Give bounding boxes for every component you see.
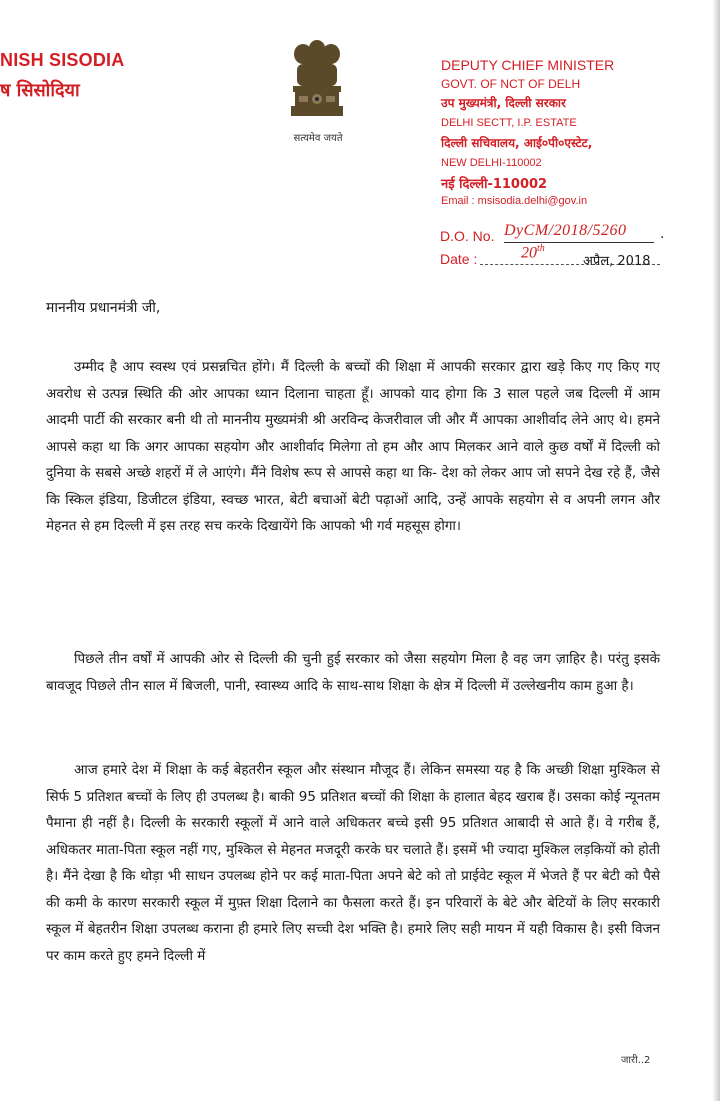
national-emblem-icon (283, 38, 351, 128)
do-number-value: DyCM/2018/5260 (504, 222, 654, 243)
date-day-suffix: th (537, 243, 545, 254)
secretariat-address-hindi: दिल्ली सचिवालय, आई०पी०एस्टेट, (441, 136, 593, 150)
date-day (521, 243, 545, 262)
do-number-dot: . (660, 226, 665, 242)
emblem-motto: सत्यमेव जयते (293, 133, 343, 144)
secretariat-address: DELHI SECTT, I.P. ESTATE (441, 117, 577, 129)
salutation: माननीय प्रधानमंत्री जी, (46, 300, 161, 316)
date-month-year: अप्रैल, 2018 (583, 254, 651, 269)
do-number-label: D.O. No. (440, 228, 495, 244)
paragraph: पिछले तीन वर्षों में आपकी ओर से दिल्ली की चुनी हुई सरकार को जैसा सहयोग मिला है वह जग ज़ाहिर है। परंतु इसके बावजूद पिछले तीन साल में बिजली, पानी, स्वास्थ्य आदि के साथ-साथ शिक्षा के क्षेत्र में दिल्ली में उल्लेखनीय काम हुआ है। (46, 651, 660, 694)
city-address-hindi: नई दिल्ली-110002 (441, 177, 548, 192)
sender-name-english: NISH SISODIA (0, 50, 125, 70)
city-address: NEW DELHI-110002 (441, 157, 542, 169)
date-label: Date : (440, 251, 478, 267)
designation-hindi: उप मुख्यमंत्री, दिल्ली सरकार (441, 96, 566, 110)
sender-name-hindi: ष सिसोदिया (0, 80, 80, 101)
designation: DEPUTY CHIEF MINISTER (441, 57, 615, 73)
email-address: Email : msisodia.delhi@gov.in (441, 195, 588, 207)
government: GOVT. OF NCT OF DELH (441, 77, 581, 91)
paragraph: आज हमारे देश में शिक्षा के कई बेहतरीन स्कूल और संस्थान मौजूद हैं। लेकिन समस्या यह है कि अच्छी शिक्षा मुश्किल से सिर्फ 5 प्रतिशत बच्चों के लिए ही उपलब्ध है। बाकी 95 प्रतिशत बच्चों की शिक्षा के हालात बेहद खराब हैं। उसका कोई न्यूनतम पैमाना ही नहीं है। दिल्ली के सरकारी स्कूलों में आने वाले अधिकतर बच्चे इसी 95 प्रतिशत आबादी से आते हैं। वे गरीब हैं, अधिकतर माता-पिता स्कूल नहीं गए, मुश्किल से मेहनत मजदूरी करके घर चलाते हैं। इसमें भी ज्यादा मुश्किल लड़कियों को होती है। मैंने देखा है कि थोड़ा भी साधन उपलब्ध होने पर कई माता-पिता अपने बेटे को तो प्राईवेट स्कूल में भेजते हैं पर बेटी को पैसे की कमी के कारण सरकारी स्कूल में मुफ़्त शिक्षा दिलाने का फैसला करते हैं। इन परिवारों के बेटे और बेटियों के लिए सरकारी स्कूल में बेहतरीन शिक्षा उपलब्ध कराना ही हमारे लिए सच्ची देश भक्ति है। हमारे लिए सही मायन में यही विकास है। इसी विजन पर काम करते हुए हमने दिल्ली में (46, 762, 660, 964)
paragraph: उम्मीद है आप स्वस्थ एवं प्रसन्नचित होंगे। मैं दिल्ली के बच्चों की शिक्षा में आपकी सरकार द्वारा खड़े किए गए किए गए अवरोध से उत्पन्न स्थिति की ओर आपका ध्यान दिलाना चाहता हूँ। आपको याद होगा कि 3 साल पहले जब दिल्ली में आम आदमी पार्टी की सरकार बनी थी तो माननीय मुख्यमंत्री श्री अरविन्द केजरीवाल जी और मैं आपका आशीर्वाद लेने आए थे। हमने आपसे कहा था कि अगर आपका सहयोग और आशीर्वाद मिलेगा तो हम और आप मिलकर आने वाले कुछ वर्षों में दिल्ली को दुनिया के सबसे अच्छे शहरों में ले आएंगे। मैंने विशेष रूप से आपसे कहा था कि- देश को लेकर आप जो सपने देख रहे हैं, जैसे कि स्किल इंडिया, डिजीटल इंडिया, स्वच्छ भारत, बेटी बचाओं बेटी पढ़ाओं आदि, उन्हें आपके सहयोग से व अपनी लगन और मेहनत से हम दिल्ली में इस तरह सच करके दिखायेंगे कि आपको भी गर्व महसूस होगा। (46, 359, 660, 534)
date-day-number: 20 (521, 244, 537, 262)
continued-marker: जारी..2 (621, 1055, 651, 1066)
scan-edge-shadow (712, 0, 720, 1101)
